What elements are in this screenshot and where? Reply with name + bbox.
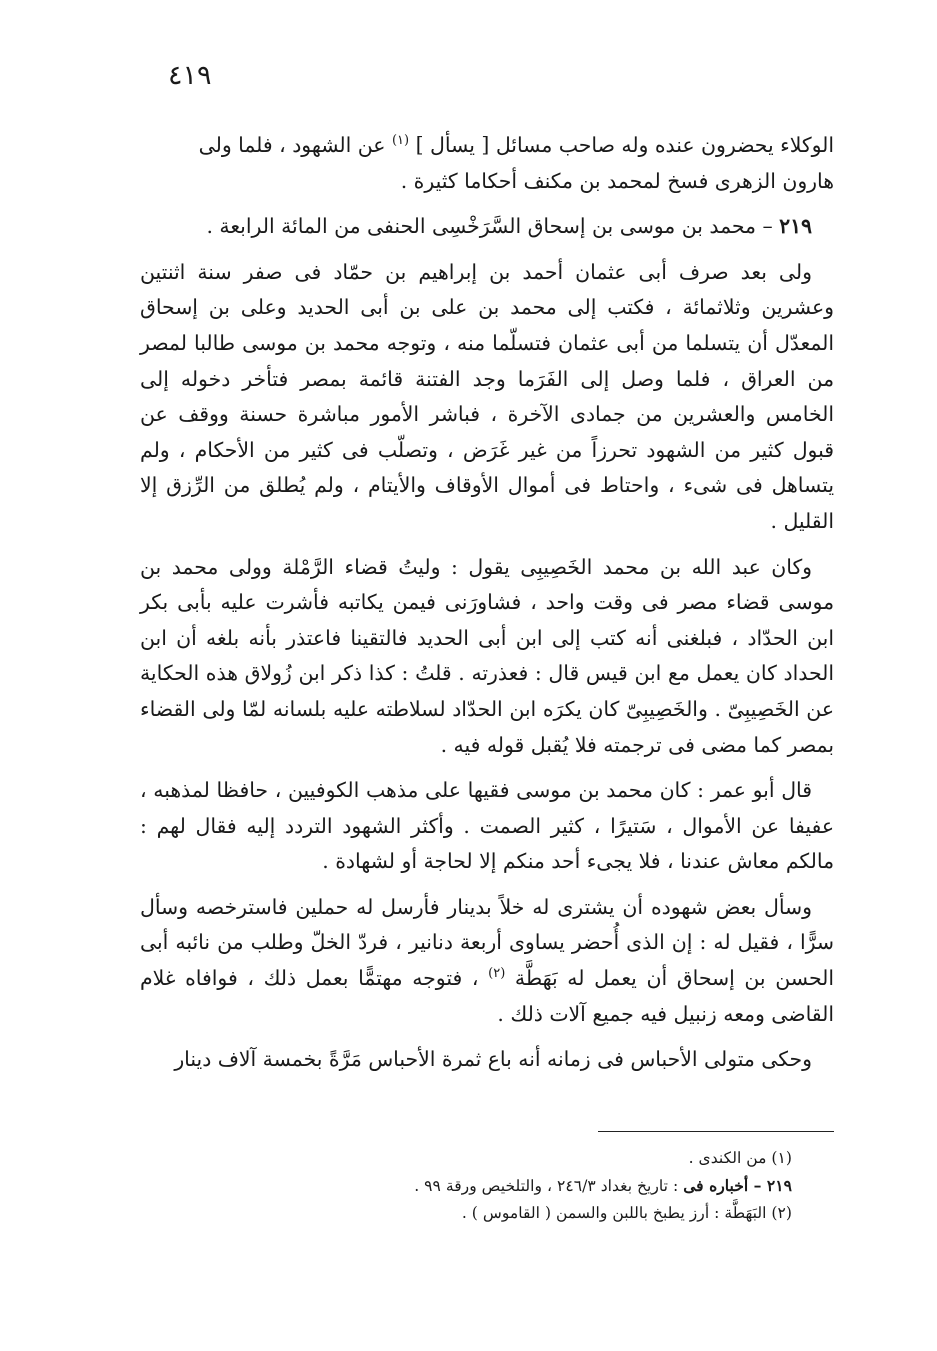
footnote-label: ٢١٩ – أخباره فى [683,1176,792,1195]
paragraph: قال أبو عمر : كان محمد بن موسى فقيها على مذهب الكوفيين ، حافظا لمذهبه ، عفيفا عن الأموال ، سَتيرًا ، كثير الصمت . وأكثر الشهود التردد إليه فقال لهم : مالكم معاش عندنا ، فلا يجىء أحد منكم إلا لحاجة أو لشهادة . [140,778,834,874]
text-run: ، فتوجه مهتمًّا بعمل ذلك ، فوافاه غلام القاضى ومعه زنبيل فيه جميع آلات ذلك . [140,966,834,1026]
entry-title: – محمد بن موسى بن إسحاق السَّرَخْسِى الحنفى من المائة الرابعة . [206,214,780,239]
footnote-2: (٢) البَهَطَّة : أرز يطبخ باللبن والسمن ( القاموس ) . [461,1204,792,1222]
footnote-1: (١) من الكندى . [688,1149,792,1167]
footnote-divider [598,1131,834,1132]
text-run: وسأل بعض شهوده أن يشترى له خلاً بدينار فأرسل له حملين فاسترخصه وسأل سرًّا ، فقيل له : إن الذى أُحضر يساوى أربعة دنانير ، فردّ الخلّ وطلب من نائبه أبى الحسن بن إسحاق أن يعمل له بَهَطَّة [140,894,835,991]
text-run: الوكلاء يحضرون عنده وله صاحب مسائل [ يسأل ] [415,133,834,157]
paragraph: وكان عبد الله بن محمد الخَصِيبِى يقول : وليتُ قضاء الرَّمْلة وولى محمد بن موسى قضاء مصر فى وقت واحد ، فشاورَنى فيمن يكاتبه فأشرت عليه بأبى بكر ابن الحدّاد ، فبلغنى أنه كتب إلى ابن أبى الحديد فالتقينا فاعتذر بأنه بلغه أن ابن الحداد كان يعمل مع ابن قيس قال : فعذرته . قلتُ : كذا ذكر ابن زُولاق هذه الحكاية عن الخَصِيبِىّ . والخَصِيبِىّ كان يكرَه ابن الحدّاد لسلاطته عليه بلسانه لمّا ولى القضاء بمصر كما مضى فى ترجمته فلا يُقبل قوله فيه . [140,554,834,757]
paragraph: وحكى متولى الأحباس فى زمانه أنه باع ثمرة الأحباس مَرَّةً بخمسة آلاف دينار [174,1047,812,1072]
page-number: ٤١٩ [168,60,212,91]
main-text [140,128,834,1078]
text-run: هارون الزهرى فسخ لمحمد بن مكنف أحكاما كثيرة . [400,168,834,193]
footnotes [140,1145,792,1227]
footnote-text: : تاريخ بغداد ٢٤٦/٣ ، والتلخيص ورقة ٩٩ . [414,1177,684,1195]
paragraph: ولى بعد صرف أبى عثمان أحمد بن إبراهيم بن حمّاد فى صفر سنة اثنتين وعشرين وثلاثمائة ، فكتب إلى محمد بن على بن أبى الحديد وعلى بن إسحاق المعدّل أن يتسلما من أبى عثمان فتسلّما منه ، وتوجه محمد بن موسى طالبا لمصر من العراق ، فلما وصل إلى الفَرَما وجد الفتنة قائمة بمصر فتأخر دخوله إلى الخامس والعشرين من جمادى الآخرة ، فباشر الأمور مباشرة حسنة ووقف عن قبول كثير من الشهود تحرزاً من غير غَرَض ، وتصلّب فى كثير من الأحكام ، ولم يتساهل فى شىء ، واحتاط فى أموال الأوقاف والأيتام ، ولم يُطلق من الرِّزق إلا القليل . [140,259,834,533]
footnote-entry-219 [140,1172,792,1200]
footnote-ref-1: (١) [391,133,410,149]
entry-number: ٢١٩ [779,214,812,239]
text-run: عن الشهود ، فلما ولى [198,133,386,157]
footnote-ref-2: (٢) [488,966,506,982]
paragraph-continuation [140,128,834,199]
entry-heading [140,209,834,245]
paragraph [140,890,834,1032]
